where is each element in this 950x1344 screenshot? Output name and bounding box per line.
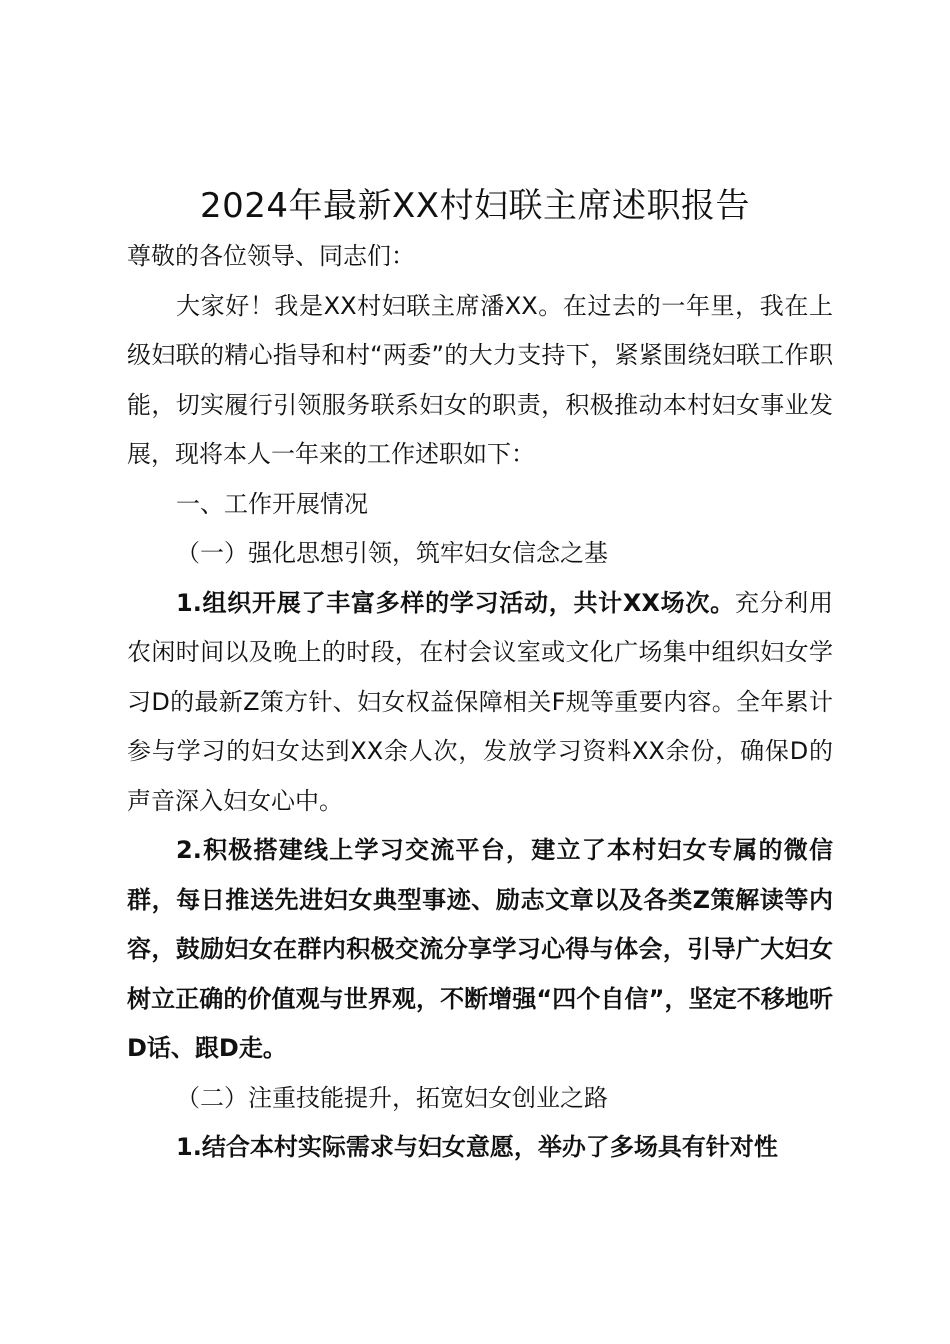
paragraph-text: 充分利用农闲时间以及晚上的时段，在村会议室或文化广场集中组织妇女学习D的最新Z策方针、妇女权益保障相关F规等重要内容。全年累计参与学习的妇女达到XX余人次，发放学习资料XX余份，确保D的声音深入妇女心中。 — [127, 588, 834, 815]
section-heading: 一、工作开展情况 — [176, 489, 368, 518]
subsection-heading: （二）注重技能提升，拓宽妇女创业之路 — [176, 1083, 608, 1112]
bold-lead: 1.组织开展了丰富多样的学习活动，共计XX场次。 — [176, 588, 735, 617]
intro-paragraph: 大家好！我是XX村妇联主席潘XX。在过去的一年里，我在上级妇联的精心指导和村“两委”的大力支持下，紧紧围绕妇联工作职能，切实履行引领服务联系妇女的职责，积极推动本村妇女事业发展，现将本人一年来的工作述职如下： — [127, 291, 833, 468]
salutation: 尊敬的各位领导、同志们： — [127, 242, 415, 270]
document-body — [127, 232, 833, 1173]
paragraph — [127, 579, 833, 827]
bold-paragraph: 2.积极搭建线上学习交流平台，建立了本村妇女专属的微信群，每日推送先进妇女典型事迹、励志文章以及各类Z策解读等内容，鼓励妇女在群内积极交流分享学习心得与体会，引导广大妇女树立正确的价值观与世界观，不断增强“四个自信”，坚定不移地听D话、跟D走。 — [127, 836, 833, 1062]
bold-paragraph: 1.结合本村实际需求与妇女意愿，举办了多场具有针对性 — [176, 1133, 778, 1161]
document-title: 2024年最新XX村妇联主席述职报告 — [199, 186, 751, 226]
subsection-heading: （一）强化思想引领，筑牢妇女信念之基 — [176, 539, 608, 567]
